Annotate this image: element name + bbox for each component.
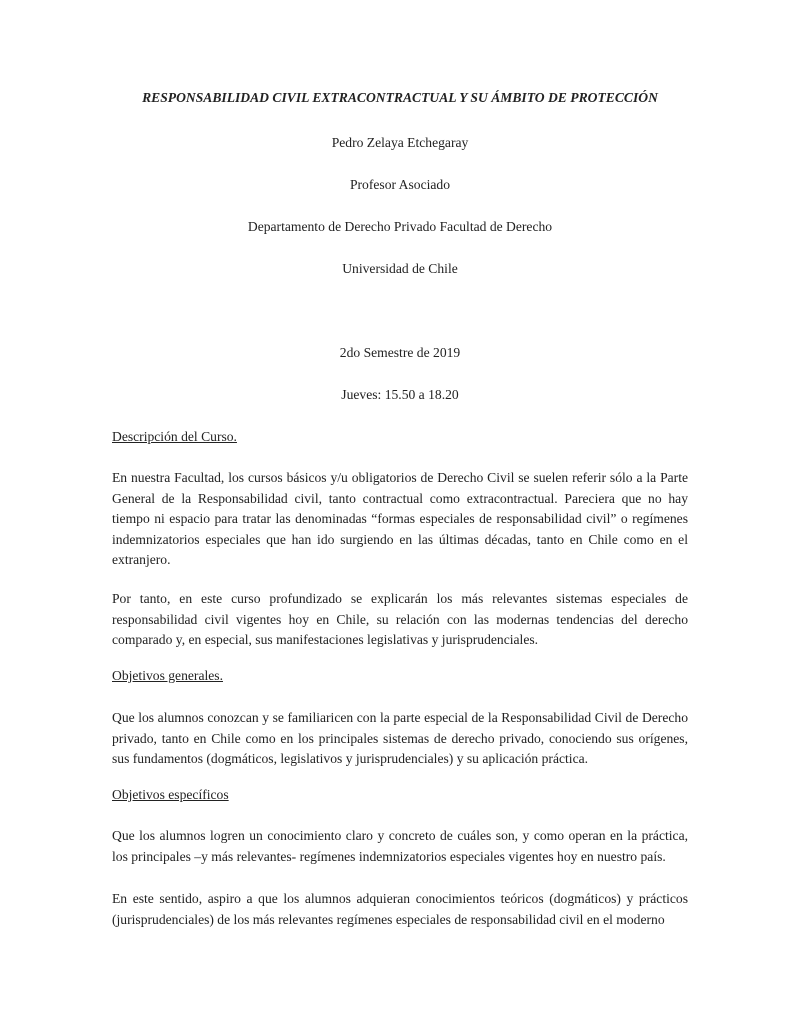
paragraph-specific-objectives-2: En este sentido, aspiro a que los alumnos adquieran conocimientos teóricos (dogmáticos) y prácticos (jurisprudenciales) de los más relevantes regímenes especiales de responsabilidad civil en el moderno <box>112 891 688 927</box>
semester-label: 2do Semestre de 2019 <box>339 345 461 360</box>
section-heading-general-objectives: Objetivos generales. <box>112 668 223 683</box>
schedule-label: Jueves: 15.50 a 18.20 <box>341 387 459 402</box>
paragraph-specific-objectives-1: Que los alumnos logren un conocimiento claro y concreto de cuáles son, y como operan en la práctica, los principales –y más relevantes- regímenes indemnizatorios especiales vigentes hoy en nuestro país. <box>112 828 688 864</box>
document-page <box>112 0 688 1035</box>
paragraph-description-1: En nuestra Facultad, los cursos básicos y/u obligatorios de Derecho Civil se suelen referir sólo a la Parte General de la Responsabilidad civil, tanto contractual como extracontractual. Pareciera que no hay tiempo ni espacio para tratar las denominadas “formas especiales de responsabilidad civil” o regímenes indemnizatorios especiales que han ido surgiendo en las últimas décadas, tanto en Chile como en el extranjero. <box>112 470 688 568</box>
university-name: Universidad de Chile <box>342 261 458 276</box>
paragraph-general-objectives: Que los alumnos conozcan y se familiaricen con la parte especial de la Responsabilidad Civil de Derecho privado, tanto en Chile como en los principales sistemas de derecho privado, conociendo sus orígenes, sus fundamentos (dogmáticos, legislativos y jurisprudenciales) y su aplicación práctica. <box>112 710 688 767</box>
document-title: RESPONSABILIDAD CIVIL EXTRACONTRACTUAL Y SU ÁMBITO DE PROTECCIÓN <box>142 90 658 105</box>
paragraph-description-2: Por tanto, en este curso profundizado se explicarán los más relevantes sistemas especiales de responsabilidad civil vigentes hoy en Chile, su relación con las modernas tendencias del derecho comparado y, en especial, sus manifestaciones legislativas y jurisprudenciales. <box>112 591 688 648</box>
section-heading-description: Descripción del Curso. <box>112 429 237 444</box>
author-position: Profesor Asociado <box>349 177 451 192</box>
section-heading-specific-objectives: Objetivos específicos <box>112 787 229 802</box>
author-name: Pedro Zelaya Etchegaray <box>331 135 469 150</box>
department-name: Departamento de Derecho Privado Facultad de Derecho <box>247 219 553 234</box>
